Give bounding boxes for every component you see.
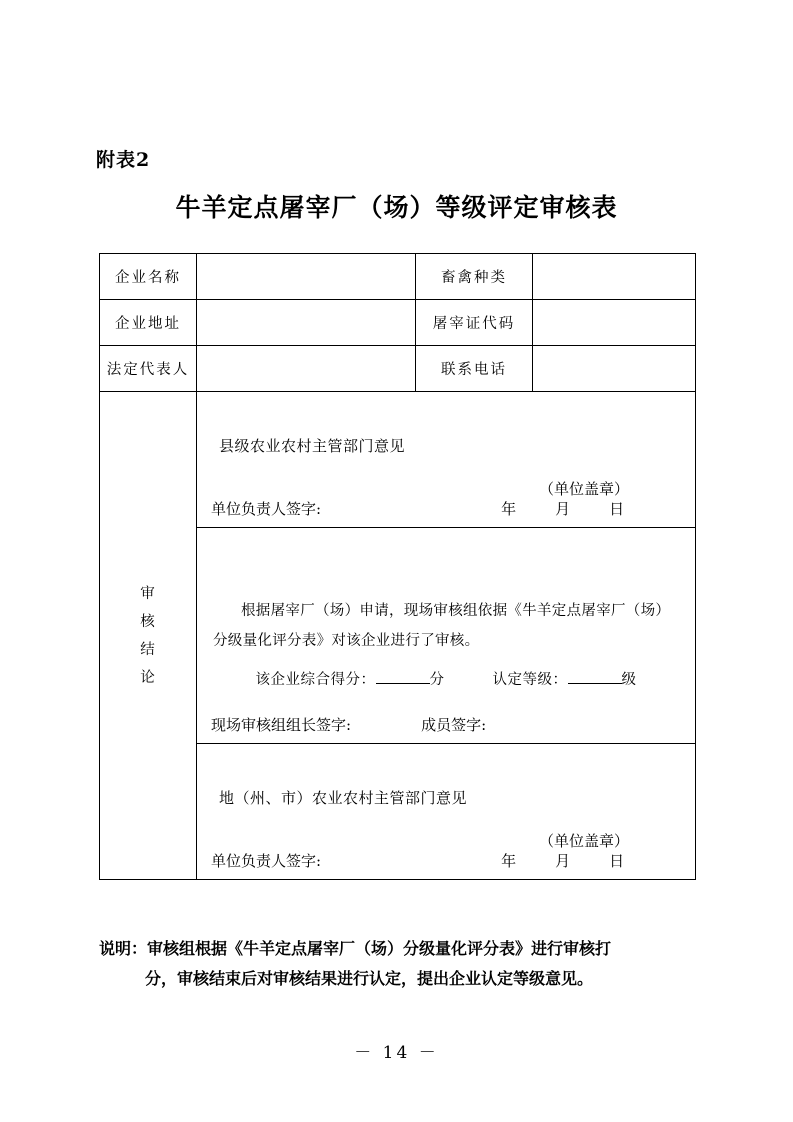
audit-score-label: 该企业综合得分： — [255, 672, 376, 688]
label-legal-representative: 法定代表人 — [100, 346, 197, 392]
side-label-audit-conclusion — [100, 392, 197, 880]
evaluation-form-table — [99, 253, 696, 880]
attachment-label: 附表2 — [96, 149, 151, 171]
audit-member-sign-label: 成员签字: — [421, 716, 487, 734]
county-opinion-heading: 县级农业农村主管部门意见 — [219, 436, 406, 455]
table-row — [100, 300, 696, 346]
county-signature-row — [197, 498, 695, 519]
prefecture-signature-row — [197, 850, 695, 871]
table-row — [100, 254, 696, 300]
audit-grade-label: 认定等级： — [492, 672, 568, 688]
section-prefecture-opinion[interactable] — [197, 744, 696, 880]
prefecture-opinion-heading: 地（州、市）农业农村主管部门意见 — [219, 788, 468, 807]
field-livestock-type[interactable] — [533, 254, 696, 300]
prefecture-seal-note: （单位盖章） — [538, 831, 629, 850]
side-label-char-3: 结 — [140, 641, 156, 658]
label-enterprise-address: 企业地址 — [100, 300, 197, 346]
note-line-1: 说明：审核组根据《牛羊定点屠宰厂（场）分级量化评分表》进行审核打 — [99, 939, 612, 958]
audit-signature-row — [197, 714, 486, 735]
label-enterprise-name: 企业名称 — [100, 254, 197, 300]
note-line-2: 分，审核结束后对审核结果进行认定，提出企业认定等级意见。 — [145, 969, 594, 988]
audit-score-blank[interactable] — [376, 683, 430, 684]
field-slaughter-code[interactable] — [533, 300, 696, 346]
section-county-opinion[interactable] — [197, 392, 696, 528]
audit-score-row — [197, 656, 695, 689]
county-date-label: 年 月 日 — [501, 500, 637, 518]
label-contact-phone: 联系电话 — [416, 346, 533, 392]
audit-grade-blank[interactable] — [568, 683, 622, 684]
audit-score-unit: 分 — [429, 672, 445, 688]
side-label-char-2: 核 — [140, 613, 156, 630]
field-enterprise-address[interactable] — [197, 300, 416, 346]
field-legal-representative[interactable] — [197, 346, 416, 392]
table-row — [100, 346, 696, 392]
side-label-char-1: 审 — [140, 585, 156, 602]
side-label-char-4: 论 — [140, 669, 156, 686]
label-slaughter-code: 屠宰证代码 — [416, 300, 533, 346]
audit-grade-unit: 级 — [621, 672, 637, 688]
audit-leader-sign-label: 现场审核组组长签字: — [211, 716, 352, 734]
section-audit-result[interactable] — [197, 528, 696, 744]
label-livestock-type: 畜禽种类 — [416, 254, 533, 300]
county-seal-note: （单位盖章） — [538, 479, 629, 498]
page-title: 牛羊定点屠宰厂（场）等级评定审核表 — [175, 193, 618, 222]
page-number: － 14 － — [354, 1043, 439, 1063]
audit-paragraph: 根据屠宰厂（场）申请，现场审核组依据《牛羊定点屠宰厂（场）分级量化评分表》对该企业进行了审核。 — [213, 603, 671, 649]
prefecture-date-label: 年 月 日 — [501, 852, 637, 870]
prefecture-sign-label: 单位负责人签字: — [211, 852, 322, 870]
county-sign-label: 单位负责人签字: — [211, 500, 322, 518]
field-enterprise-name[interactable] — [197, 254, 416, 300]
note-block — [99, 934, 699, 994]
field-contact-phone[interactable] — [533, 346, 696, 392]
table-row-conclusion-county — [100, 392, 696, 528]
